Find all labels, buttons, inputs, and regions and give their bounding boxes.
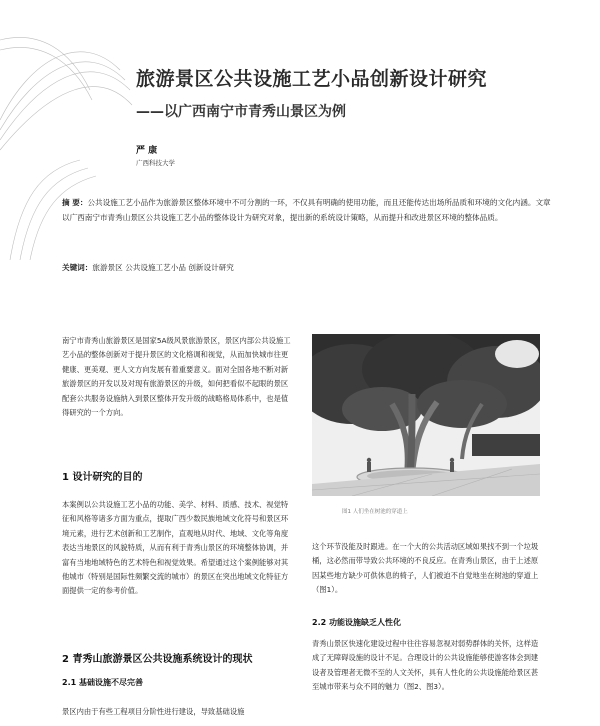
article-subtitle: ——以广西南宁市青秀山景区为例	[136, 104, 346, 120]
keywords-text: 旅游景区 公共设施工艺小品 创新设计研究	[92, 263, 234, 272]
abstract	[62, 196, 552, 225]
abstract-text: 公共设施工艺小品作为旅游景区整体环境中不可分割的一环，不仅具有明确的使用功能，而且还能传达出场所品质和环境的文化内涵。文章以广西南宁市青秀山景区公共设施工艺小品的整体设计为研究对象，提出新的系统设计策略，从而提升和改进景区环境的整体品质。	[62, 198, 551, 222]
article-title: 旅游景区公共设施工艺小品创新设计研究	[136, 68, 488, 90]
body-paragraph-2-2: 青秀山景区快速化建设过程中往往容易忽视对弱势群体的关怀，这样造成了无障碍设施的设计不足。合理设计的公共设施能够使游客体会到建设者及管理者无微不至的人文关怀，具有人性化的公共设施能给景区甚至城市带来与众不同的魅力（图2、图3）。	[312, 639, 539, 692]
body-paragraph-section-1: 本案例以公共设施工艺小品的功能、美学、材料、质感、技术、视觉特征和风格等诸多方面为重点，提取广西少数民族地域文化符号和景区环境元素，进行艺术创新和工艺制作，直观地从时代、地域、文化等角度表达当地景区的风貌特质，从而有利于青秀山景区的环境整体协调，并富有当地地域特色的艺术特色和视觉效果。希望通过这个案例能够对其他城市（特别是国际性频繁交流的城市）的景区在突出地域文化特征方面提供一定的参考价值。	[62, 500, 289, 596]
figure-caption: 图1 人们坐在树池的穿道上	[342, 509, 408, 515]
abstract-label: 摘 要：	[62, 198, 88, 207]
section-heading-1: 1 设计研究的目的	[62, 472, 143, 483]
body-paragraph-2-1-continued: 这个环节没能及时跟进。在一个大的公共活动区域如果找不到一个垃圾桶，这必然而带导致公共环境的不良反应。在青秀山景区，由于上述原因某些地方缺少可供休息的椅子，人们被迫不自觉地坐在树池的穿道上（图1）。	[312, 542, 539, 595]
keywords-label: 关键词：	[62, 263, 93, 272]
body-paragraph-intro: 南宁市青秀山旅游景区是国家5A级风景旅游景区，景区内部公共设施工艺小品的整体创新对于提升景区的文化格调和视觉，从而加快城市往更健康、更美观、更人文方向发展有着重要意义。面对全国各地不断对新旅游景区的开发以及对现有旅游景区的升级，如何把看似不起眼的景区配套公共服务设施纳入到景区整体开发升级的战略格局体系中，也是值得研究的一个方向。	[62, 336, 291, 418]
body-paragraph-2-1: 景区内由于有些工程项目分阶性进行建设，导致基础设施	[62, 707, 245, 716]
section-heading-2: 2 青秀山旅游景区公共设施系统设计的现状	[62, 654, 253, 665]
figure-photo-tree-plaza	[312, 334, 540, 496]
keywords	[62, 262, 552, 273]
subsection-heading-2-2: 2.2 功能设施缺乏人性化	[312, 618, 401, 627]
author-affiliation: 广西科技大学	[136, 159, 175, 167]
subsection-heading-2-1: 2.1 基础设施不尽完善	[62, 678, 143, 687]
author-name: 严 康	[136, 146, 158, 156]
